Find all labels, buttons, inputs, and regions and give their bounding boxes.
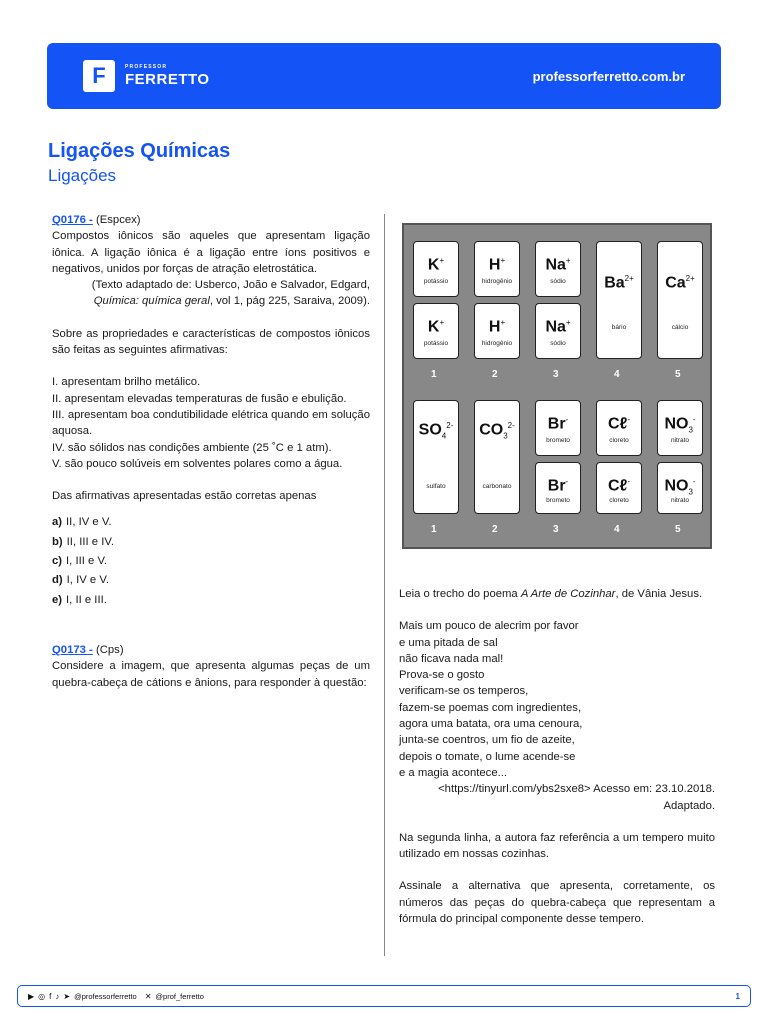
ion-name: carbonato [482, 483, 512, 490]
ion-symbol: K+ [427, 318, 445, 336]
poem-lines [399, 618, 715, 781]
ion-name: cálcio [671, 324, 689, 331]
ion-name: potássio [423, 278, 449, 285]
puzzle-piece [596, 241, 642, 359]
ion-symbol: $NO_3^-$ [664, 477, 696, 497]
question-text: Na segunda linha, a autora faz referência a um tempero muito utilizado em nossas cozinhas. [399, 831, 715, 861]
puzzle-piece [657, 462, 703, 514]
poem-line: fazem-se poemas com ingredientes, [399, 701, 582, 714]
ion-name: hidrogênio [481, 340, 513, 347]
puzzle-piece [596, 400, 642, 456]
ion-name: cloreto [609, 497, 629, 504]
puzzle-piece [596, 462, 642, 514]
options-list [52, 514, 370, 607]
ion-name: sódio [550, 278, 566, 285]
ion-name: nitrato [670, 497, 690, 504]
piece-number: 4 [614, 524, 620, 535]
brand-logo[interactable] [83, 60, 210, 92]
ion-symbol: $SO_4^{2-}$ [418, 421, 454, 441]
statement: II. apresentam elevadas temperaturas de fusão e ebulição. [52, 392, 347, 405]
social-handle-x[interactable]: @prof_ferretto [155, 991, 204, 1001]
statement: IV. são sólidos nas condições ambiente (25 ˚C e 1 atm). [52, 441, 332, 454]
piece-number: 5 [675, 524, 681, 535]
ion-name: potássio [423, 340, 449, 347]
ion-name: brometo [546, 437, 570, 444]
logo-big-text: FERRETTO [125, 71, 210, 88]
page-number: 1 [735, 991, 740, 1001]
question-source: (Cps) [95, 643, 124, 656]
poem-line: junta-se coentros, um fio de azeite, [399, 734, 575, 747]
question-prompt: Assinale a alternativa que apresenta, corretamente, os números das peças do quebra-cabeça que representam a fórmula do principal componente desse tempero. [399, 880, 715, 926]
piece-number: 5 [675, 369, 681, 380]
ion-symbol: Cℓ- [607, 415, 631, 433]
ion-symbol: H+ [488, 318, 506, 336]
page-title: Ligações Químicas [48, 140, 231, 162]
ion-name: sulfato [426, 483, 446, 490]
statement: V. são pouco solúveis em solventes polares como a água. [52, 457, 343, 470]
statements-list [52, 374, 370, 472]
youtube-icon[interactable]: ▶ [28, 991, 35, 1001]
puzzle-piece [474, 400, 520, 514]
header-banner [47, 43, 721, 109]
page-subtitle: Ligações [48, 166, 117, 185]
question-id[interactable]: Q0173 - [52, 643, 93, 656]
ion-symbol: $Ca^{2+}$ [665, 274, 695, 292]
ion-symbol: H+ [488, 256, 506, 274]
puzzle-piece [413, 303, 459, 359]
poem-line: verificam-se os temperos, [399, 685, 529, 698]
poem-line: depois o tomate, o lume acende-se [399, 750, 576, 763]
puzzle-piece [535, 400, 581, 456]
piece-number: 2 [492, 524, 498, 535]
facebook-icon[interactable]: f [49, 991, 52, 1001]
ion-symbol: K+ [427, 256, 445, 274]
poem-line: não ficava nada mal! [399, 652, 504, 665]
ion-symbol: $Ba^{2+}$ [604, 274, 634, 292]
poem-reference: <https://tinyurl.com/ybs2sxe8> Acesso em: 23.10.2018. [438, 783, 715, 796]
ion-symbol: Br- [547, 477, 569, 495]
option-e[interactable]: e) I, II e III. [52, 593, 107, 606]
footer-bar [17, 985, 751, 1007]
ion-name: cloreto [609, 437, 629, 444]
question-header-q0176 [52, 212, 370, 228]
ion-symbol: Na+ [545, 318, 571, 336]
puzzle-piece [657, 241, 703, 359]
piece-number: 1 [431, 369, 437, 380]
poem-intro: Leia o trecho do poema A Arte de Cozinhar, de Vânia Jesus. [399, 588, 703, 600]
citation: (Texto adaptado de: Usberco, João e Salvador, Edgard, Química: química geral, vol 1, pág 225, Saraiva, 2009). [91, 279, 370, 308]
ion-symbol: $NO_3^-$ [664, 415, 696, 435]
question-header-q0173 [52, 642, 370, 658]
puzzle-piece [474, 303, 520, 359]
piece-number: 3 [553, 524, 559, 535]
puzzle-piece [657, 400, 703, 456]
puzzle-piece [474, 241, 520, 297]
puzzle-piece [413, 241, 459, 297]
question-intro: Considere a imagem, que apresenta algumas peças de um quebra-cabeça de cátions e ânions, para responder à questão: [52, 660, 370, 689]
piece-number: 1 [431, 524, 437, 535]
site-link[interactable]: professorferretto.com.br [532, 68, 685, 84]
poem-line: Mais um pouco de alecrim por favor [399, 620, 579, 633]
poem-line: agora uma batata, ora uma cenoura, [399, 718, 583, 731]
option-a[interactable]: a) II, IV e V. [52, 516, 112, 529]
puzzle-piece [535, 303, 581, 359]
instagram-icon[interactable]: ◎ [38, 991, 46, 1001]
question-intro: Compostos iônicos são aqueles que apresentam ligação iônica. A ligação iônica é a ligação entre íons positivos e negativos, unidos por forças de atração eletrostática. [52, 230, 370, 275]
question-source: (Espcex) [95, 214, 141, 226]
option-c[interactable]: c) I, III e V. [52, 555, 108, 568]
piece-number: 2 [492, 369, 498, 380]
ion-name: brometo [546, 497, 570, 504]
telegram-icon[interactable]: ➤ [63, 991, 71, 1001]
option-b[interactable]: b) II, III e IV. [52, 535, 114, 548]
statement: III. apresentam boa condutibilidade elétrica quando em solução aquosa. [52, 408, 370, 438]
poem-line: e a magia acontece... [399, 766, 508, 779]
column-divider [384, 214, 385, 956]
question-ask: Das afirmativas apresentadas estão corretas apenas [52, 490, 317, 503]
puzzle-piece [535, 462, 581, 514]
ion-name: sódio [550, 340, 566, 347]
logo-f-icon: F [83, 60, 115, 92]
option-d[interactable]: d) I, IV e V. [52, 574, 109, 587]
x-icon[interactable]: ✕ [144, 991, 152, 1001]
ion-puzzle-figure [402, 223, 712, 549]
ion-name: bário [611, 324, 627, 331]
right-column [399, 586, 715, 927]
social-links [28, 992, 204, 1001]
ion-name: nitrato [670, 437, 690, 444]
statement: I. apresentam brilho metálico. [52, 376, 201, 389]
piece-number: 4 [614, 369, 620, 380]
poem-line: e uma pitada de sal [399, 636, 498, 649]
logo-small-text: PROFESSOR [125, 64, 168, 70]
question-lead: Sobre as propriedades e características de compostos iônicos são feitas as seguintes afirmativas: [52, 327, 370, 357]
left-column [52, 212, 370, 691]
piece-number: 3 [553, 369, 559, 380]
question-id[interactable]: Q0176 - [52, 214, 93, 226]
ion-symbol: $CO_3^{2-}$ [479, 421, 515, 441]
ion-symbol: Br- [547, 415, 569, 433]
ion-symbol: Na+ [545, 256, 571, 274]
puzzle-piece [535, 241, 581, 297]
tiktok-icon[interactable]: ♪ [55, 991, 60, 1001]
social-handle[interactable]: @professorferretto [74, 991, 137, 1001]
ion-name: hidrogênio [481, 278, 513, 285]
poem-line: Prova-se o gosto [399, 669, 485, 682]
ion-symbol: Cℓ- [607, 477, 631, 495]
poem-reference-note: Adaptado. [663, 799, 715, 812]
puzzle-piece [413, 400, 459, 514]
